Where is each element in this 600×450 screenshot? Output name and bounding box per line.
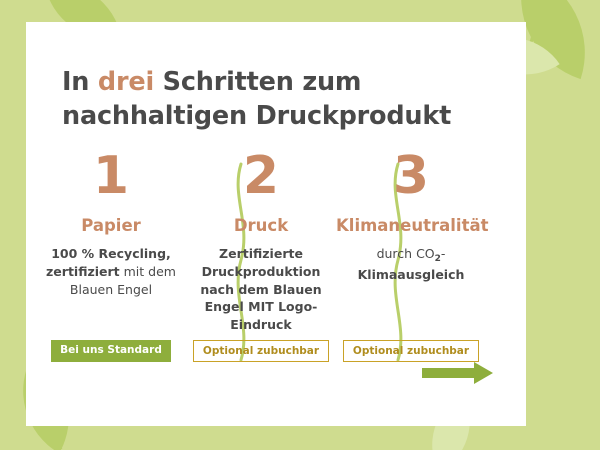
- status-badge: Optional zubuchbar: [193, 340, 329, 362]
- headline-part-2: Schritten zum: [154, 67, 362, 97]
- page-title: [62, 66, 492, 133]
- arrow-right-icon: [422, 362, 494, 384]
- step-title: Druck: [233, 216, 289, 235]
- headline-part-1: In: [62, 67, 98, 97]
- headline-accent: drei: [97, 67, 154, 97]
- step-description-bold: 100 % Recycling, zertifiziert: [46, 246, 171, 279]
- content-card: [26, 22, 526, 426]
- step-number: 1: [92, 146, 130, 206]
- badges-row: [36, 340, 516, 362]
- headline-line-2: nachhaltigen Druckprodukt: [62, 100, 452, 131]
- step-description: [336, 245, 486, 284]
- step-description-dash: -: [440, 246, 446, 261]
- badge-wrap-2: [186, 340, 336, 362]
- step-column-1: [36, 146, 186, 298]
- step-column-2: [186, 146, 336, 334]
- step-description: Zertifizierte Druckproduktion nach dem Blauen Engel MIT Logo-Eindruck: [200, 246, 322, 332]
- status-badge: Bei uns Standard: [51, 340, 171, 362]
- steps-row: [36, 146, 516, 334]
- step-number: 2: [242, 146, 280, 206]
- step-description-light: mit dem Blauen Engel: [69, 263, 176, 297]
- step-description-bold: Klimaausgleich: [357, 266, 465, 282]
- step-description-light: durch CO: [376, 246, 435, 261]
- step-title: Klimaneutralität: [336, 216, 489, 235]
- badge-wrap-1: [36, 340, 186, 362]
- status-badge: Optional zubuchbar: [343, 340, 479, 362]
- step-number: 3: [392, 146, 430, 206]
- step-description: [36, 245, 186, 298]
- badge-wrap-3: [336, 340, 486, 362]
- step-column-3: [336, 146, 489, 284]
- step-title: Papier: [81, 216, 141, 235]
- step-description-subscript: 2: [434, 254, 441, 264]
